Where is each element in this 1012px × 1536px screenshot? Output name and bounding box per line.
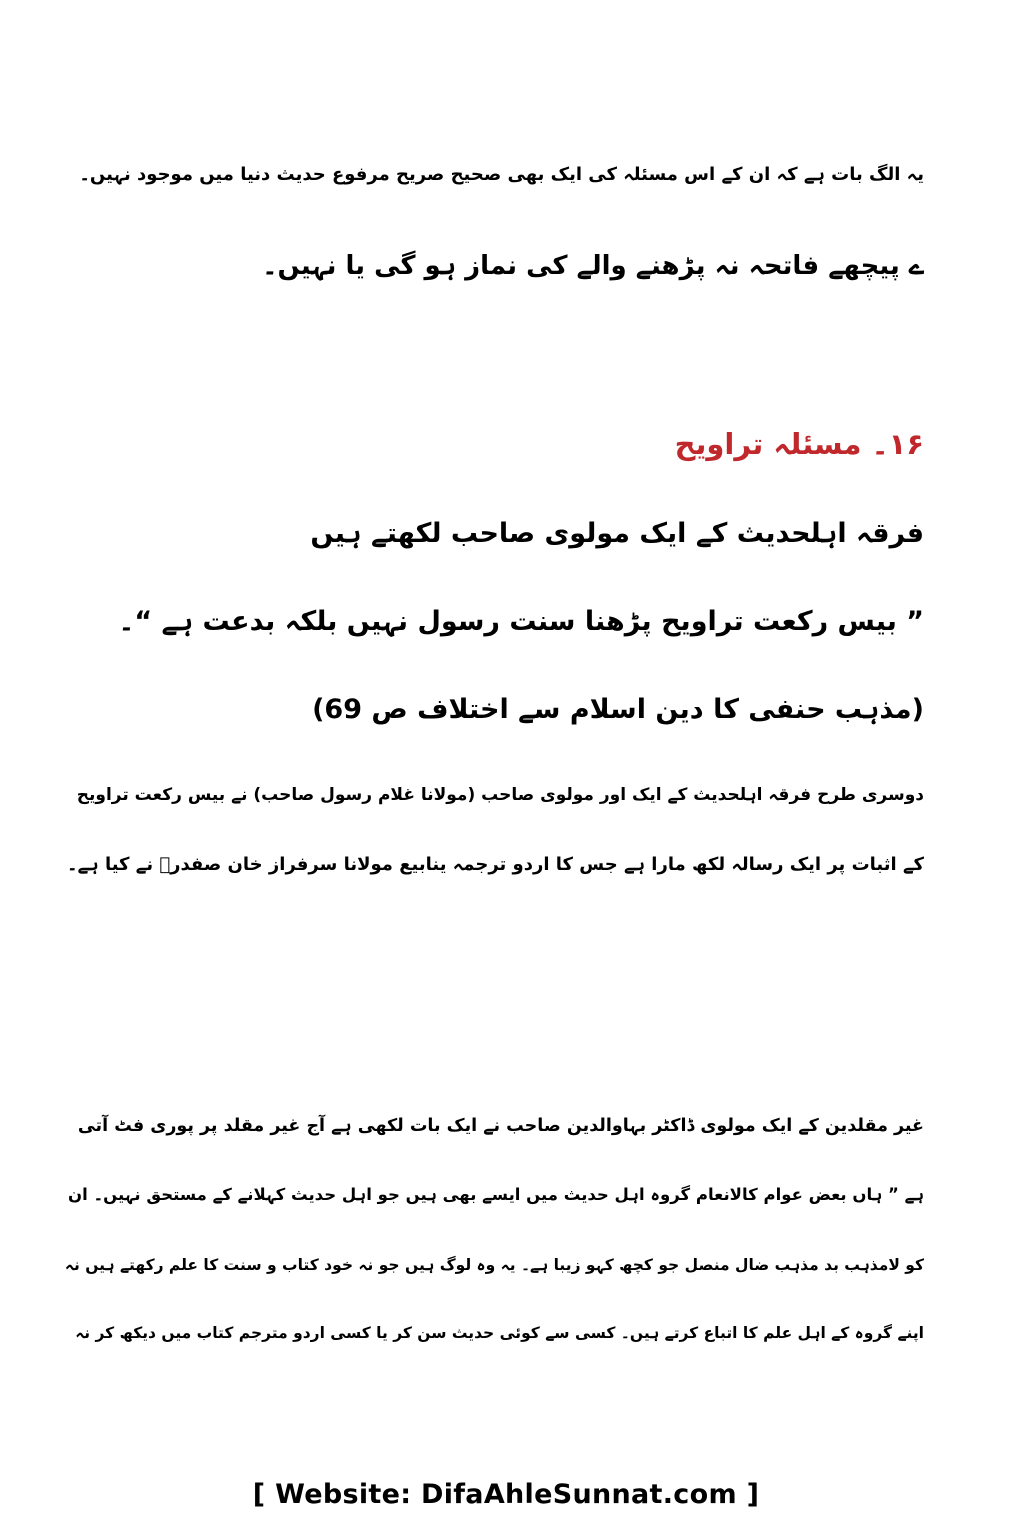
paragraph-3-line-3: کو لامذہب بد مذہب ضال منصل جو کچھ کہو زیبا ہے۔ یہ وہ لوگ ہیں جو نہ خود کتاب و سنت کا علم رکھتے ہیں نہ (64, 1256, 924, 1274)
section-intro: فرقہ اہلحدیث کے ایک مولوی صاحب لکھتے ہیں (310, 518, 924, 549)
paragraph-3-line-1: غیر مقلدین کے ایک مولوی ڈاکٹر بہاوالدین صاحب نے ایک بات لکھی ہے آج غیر مقلد پر پوری فٹ آتی (77, 1116, 924, 1136)
website-footer: [ Website: DifaAhleSunnat.com ] (252, 1479, 760, 1510)
paragraph-3-line-2: ہے ” ہاں بعض عوام کالانعام گروہ اہل حدیث میں ایسے بھی ہیں جو اہل حدیث کہلانے کے مستحق نہیں۔ ان (68, 1185, 924, 1204)
paragraph-3-line-4: اپنے گروہ کے اہل علم کا اتباع کرتے ہیں۔ کسی سے کوئی حدیث سن کر یا کسی اردو مترجم کتاب میں دیکھ کر نہ (75, 1324, 924, 1342)
paragraph-1-line-2: ے پیچھے فاتحہ نہ پڑھنے والے کی نماز ہو گی یا نہیں۔ (262, 251, 924, 281)
section-reference: (مذہب حنفی کا دین اسلام سے اختلاف ص 69) (312, 694, 924, 725)
section-paragraph-line-2: کے اثبات پر ایک رسالہ لکھ مارا ہے جس کا اردو ترجمہ ینابیع مولانا سرفراز خان صفدرؒ نے کیا ہے۔ (67, 854, 924, 875)
section-heading: ۱۶۔ مسئلہ تراویح (674, 427, 924, 461)
paragraph-1-line-1: یہ الگ بات ہے کہ ان کے اس مسئلہ کی ایک بھی صحیح صریح مرفوع حدیث دنیا میں موجود نہیں۔ (79, 164, 924, 185)
section-quote: ” بیس رکعت تراویح پڑھنا سنت رسول نہیں بلکہ بدعت ہے “۔ (118, 606, 924, 637)
section-paragraph-line-1: دوسری طرح فرقہ اہلحدیث کے ایک اور مولوی صاحب (مولانا غلام رسول صاحب) نے بیس رکعت تراویح (76, 785, 924, 805)
